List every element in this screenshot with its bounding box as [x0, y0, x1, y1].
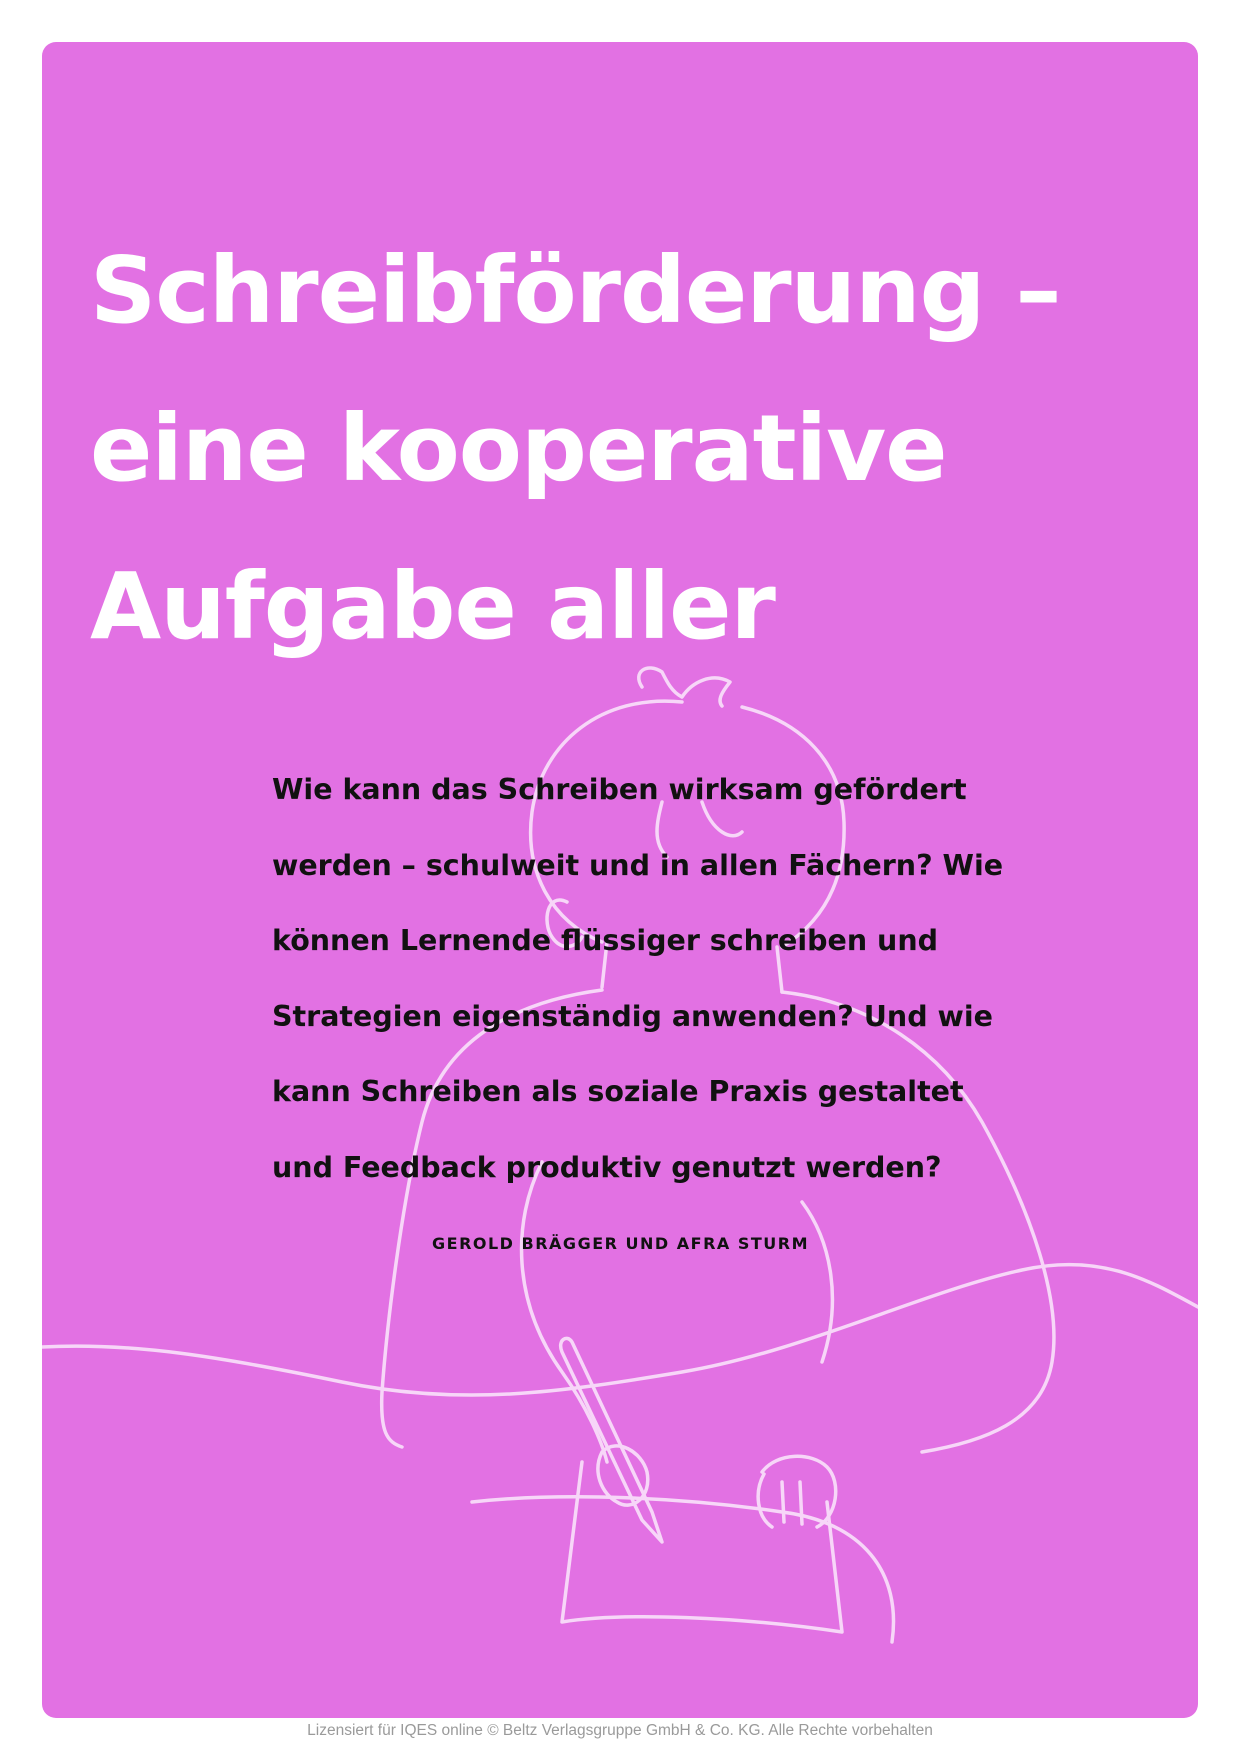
lead-line: kann Schreiben als soziale Praxis gestaltet — [272, 1075, 964, 1108]
lead-line: werden – schulweit und in allen Fächern? Wie — [272, 848, 1004, 882]
lead-line: Wie kann das Schreiben wirksam gefördert — [272, 773, 967, 806]
license-footer: Lizensiert für IQES online © Beltz Verlagsgruppe GmbH & Co. KG. Alle Rechte vorbehalten — [307, 1722, 933, 1739]
lead-paragraph — [272, 752, 1032, 1205]
cover-title — [90, 212, 1150, 686]
title-line: Schreibförderung – — [90, 237, 1061, 344]
resting-hand-line — [758, 1456, 836, 1527]
lead-line: und Feedback produktiv genutzt werden? — [272, 1150, 942, 1184]
lead-line: Strategien eigenständig anwenden? Und wie — [272, 999, 993, 1033]
authors-line: GEROLD BRÄGGER UND AFRA STURM — [432, 1234, 810, 1253]
title-line: Aufgabe aller — [90, 553, 775, 660]
wave-line — [42, 1265, 1198, 1396]
title-line: eine kooperative — [90, 395, 947, 502]
lead-line: können Lernende flüssiger schreiben und — [272, 924, 939, 957]
cover-panel — [42, 42, 1198, 1718]
